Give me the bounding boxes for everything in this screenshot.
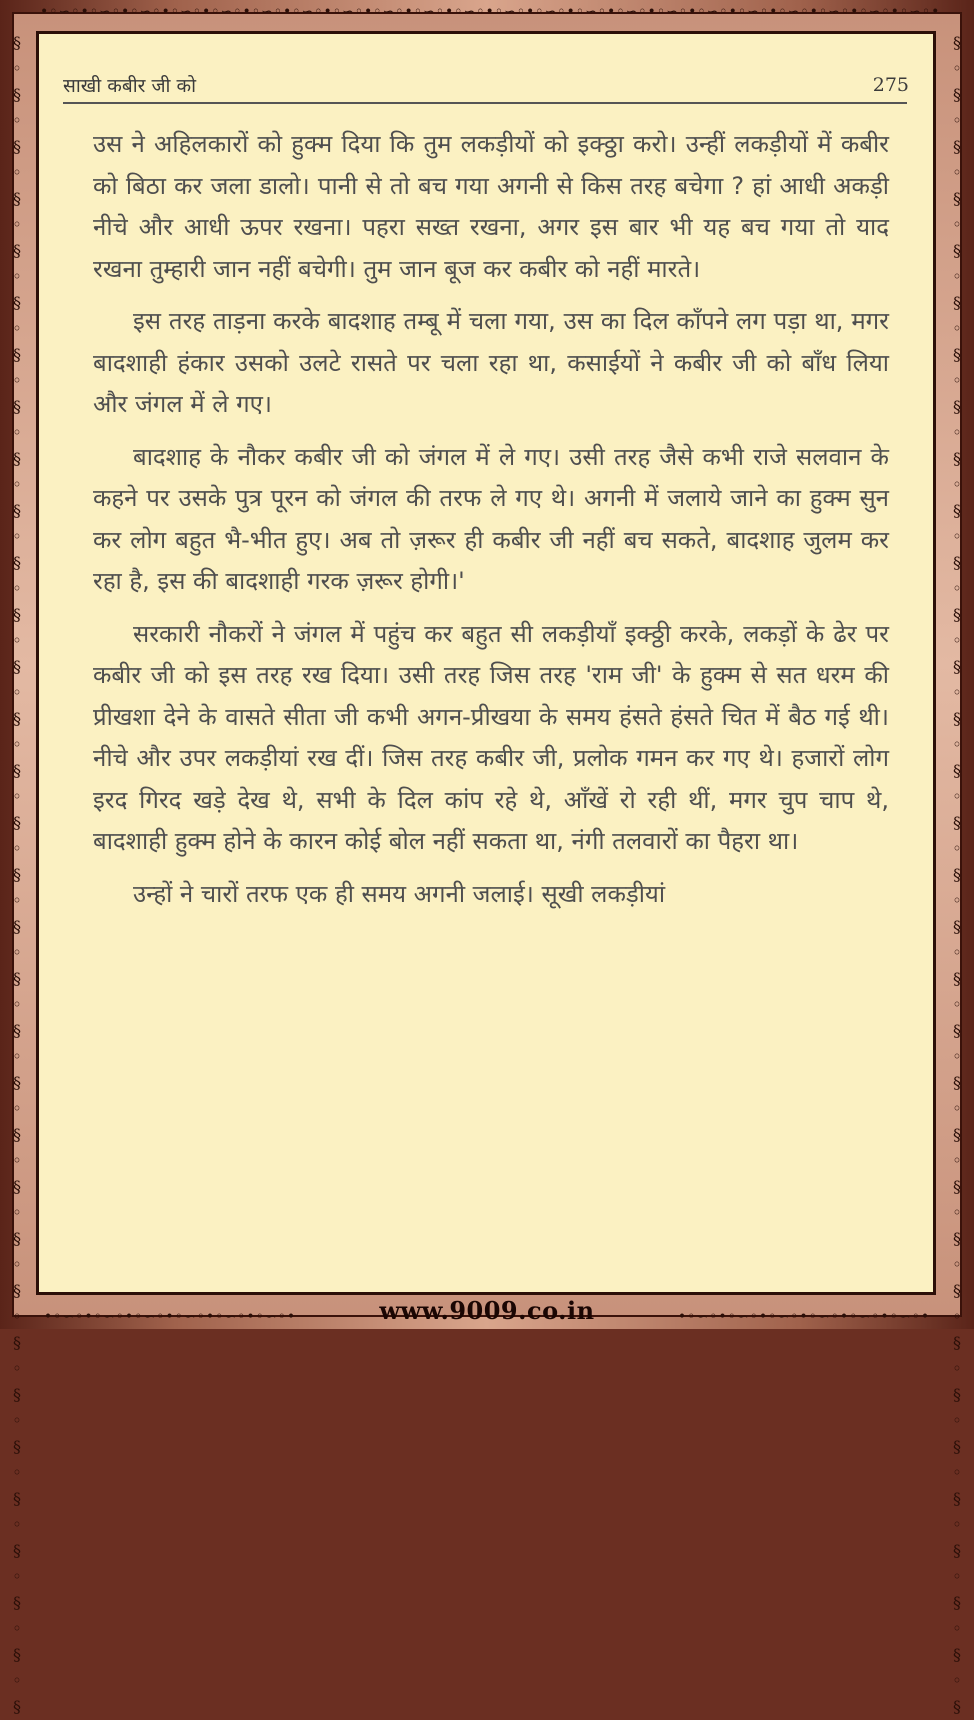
header-rule bbox=[63, 102, 907, 104]
ornamental-border-left: § ◦ § ◦ § ◦ § ◦ § ◦ § ◦ § ◦ § ◦ § ◦ § ◦ § ◦ § ◦ § ◦ § ◦ § ◦ § ◦ § ◦ § ◦ § ◦ § ◦ § ◦ § ◦ § ◦ § ◦ § ◦ § ◦ § ◦ § ◦ § ◦ § ◦ § ◦ § ◦ § bbox=[12, 33, 22, 1716]
page-body bbox=[93, 124, 889, 915]
ornamental-border-bottom-right: •◦∽◦•◦∽◦•◦∽◦•◦∽◦•◦∽◦•◦∽◦• bbox=[677, 1309, 931, 1325]
ornamental-border-right: § ◦ § ◦ § ◦ § ◦ § ◦ § ◦ § ◦ § ◦ § ◦ § ◦ § ◦ § ◦ § ◦ § ◦ § ◦ § ◦ § ◦ § ◦ § ◦ § ◦ § ◦ § ◦ § ◦ § ◦ § ◦ § ◦ § ◦ § ◦ § ◦ § ◦ § ◦ § ◦ § bbox=[952, 33, 962, 1716]
chapter-title: साखी कबीर जी को bbox=[63, 75, 197, 97]
paragraph: उन्हों ने चारों तरफ एक ही समय अगनी जलाई। सूखी लकड़ीयां bbox=[133, 879, 666, 908]
book-page bbox=[36, 31, 936, 1295]
running-header bbox=[39, 34, 933, 97]
ornamental-border-bottom: •◦∽◦•◦∽◦•◦∽◦•◦∽◦•◦∽◦•◦∽◦• bbox=[43, 1309, 297, 1325]
paragraph: सरकारी नौकरों ने जंगल में पहुंच कर बहुत सी लकड़ीयाँ इक्ठ्ठी करके, लकड़ों के ढेर पर कबीर जी को इस तरह रख दिया। उसी तरह जिस तरह 'राम जी' के हुक्म से सत धरम की प्रीखशा देने के वासते सीता जी कभी अगन-प्रीखया के समय हंसते हंसते चित में बैठ गई थी। नीचे और उपर लकड़ीयां रख दीं। जिस तरह कबीर जी, प्रलोक गमन कर गए थे। हजारों लोग इरद गिरद खड़े देख थे, सभी के दिल कांप रहे थे, आँखें रो रही थीं, मगर चुप चाप थे, बादशाही हुक्म होने के कारन कोई बोल नहीं सकता था, नंगी तलवारों का पैहरा था। bbox=[93, 619, 889, 855]
paragraph: बादशाह के नौकर कबीर जी को जंगल में ले गए। उसी तरह जैसे कभी राजे सलवान के कहने पर उसके पुत्र पूरन को जंगल की तरफ ले गए थे। अगनी में जलाये जाने का हुक्म सुन कर लोग बहुत भै-भीत हुए। अब तो ज़रूर ही कबीर जी नहीं बच सकते, बादशाह जुलम कर रहा है, इस की बादशाही गरक ज़रूर होगी।' bbox=[93, 442, 889, 595]
page-number: 275 bbox=[872, 74, 909, 96]
paragraph: इस तरह ताड़ना करके बादशाह तम्बू में चला गया, उस का दिल काँपने लग पड़ा था, मगर बादशाही हंकार उसको उलटे रासते पर चला रहा था, कसाईयों ने कबीर जी को बाँध लिया और जंगल में ले गए। bbox=[93, 307, 889, 418]
ornamental-border-top: •◦∽◦•◦∽◦•◦∽◦•◦∽◦•◦∽◦•◦∽◦•◦∽◦•◦∽◦•◦∽◦•◦∽◦•◦∽◦•◦∽◦•◦∽◦•◦∽◦•◦∽◦•◦∽◦•◦∽◦•◦∽◦•◦∽◦•◦∽◦•◦∽◦•◦∽◦• bbox=[40, 4, 941, 20]
paragraph: उस ने अहिलकारों को हुक्म दिया कि तुम लकड़ीयों को इक्ठ्ठा करो। उन्हीं लकड़ीयों में कबीर को बिठा कर जला डालो। पानी से तो बच गया अगनी से किस तरह बचेगा ? हां आधी अकड़ी नीचे और आधी ऊपर रखना। पहरा सख्त रखना, अगर इस बार भी यह बच गया तो याद रखना तुम्हारी जान नहीं बचेगी। तुम जान बूज कर कबीर को नहीं मारते। bbox=[93, 130, 889, 283]
footer-url: www.9009.co.in bbox=[379, 1296, 595, 1325]
